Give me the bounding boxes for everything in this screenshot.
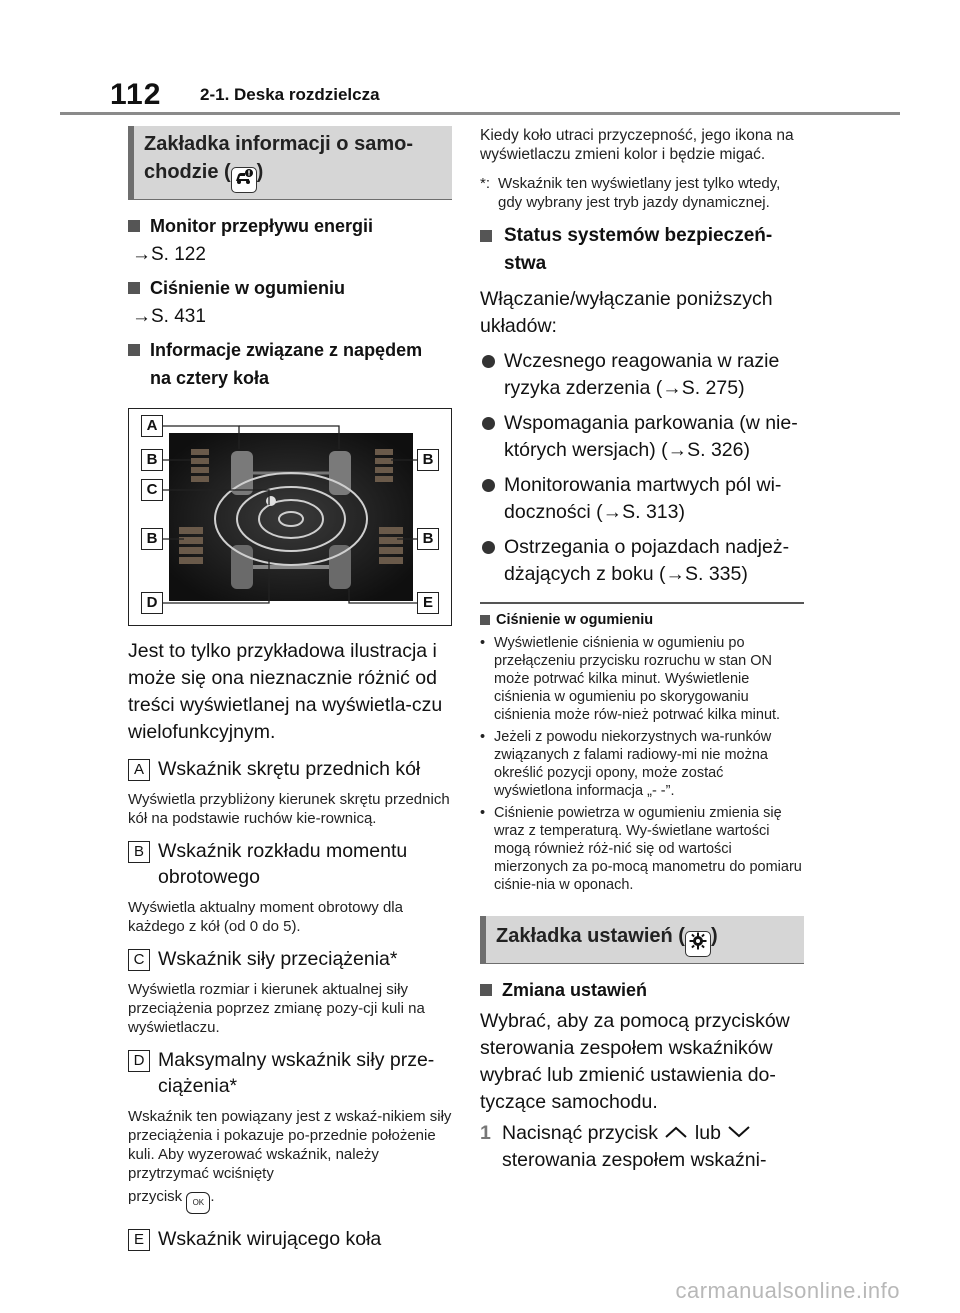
- diagram-label-b-right-top: B: [417, 449, 439, 471]
- letter-a: A: [128, 759, 150, 781]
- item-d-title-text: Maksymalny wskaźnik siły prze-ciążenia*: [158, 1049, 435, 1097]
- settings-tab-pre: Zakładka ustawień (: [496, 924, 685, 947]
- change-settings-text: Wybrać, aby za pomocą przycisków sterowania zespołem wskaźników wybrać lub zmienić ustawienia do-tyczące samochodu.: [480, 1009, 790, 1113]
- item-c-title-text: Wskaźnik siły przeciążenia*: [158, 948, 398, 970]
- footnote-text: Wskaźnik ten wyświetlany jest tylko wtedy, gdy wybrany jest tryb jazdy dynamicznej.: [498, 175, 781, 211]
- diagram-label-e: E: [417, 592, 439, 614]
- wheel-slip-text: Kiedy koło utraci przyczepność, jego ikona na wyświetlaczu zmieni kolor i będzie migać.: [480, 127, 794, 163]
- diagram-label-c: C: [141, 479, 163, 501]
- item-c-title: [128, 946, 452, 972]
- tab-title-post: ): [256, 161, 264, 183]
- safety-item-pcs: Wczesnego reagowania w razie ryzyka zderzenia (→S. 275): [480, 348, 804, 402]
- awd-heading-line2: na cztery koła: [150, 368, 270, 388]
- tab-title-line1: Zakładka informacji o samo-: [144, 133, 413, 155]
- safety-heading-line2: stwa: [504, 253, 547, 274]
- item-b-title-text: Wskaźnik rozkładu momentu obrotowego: [158, 840, 408, 888]
- energy-monitor-ref: →S. 122: [132, 244, 206, 265]
- awd-info-heading: [128, 336, 452, 392]
- step-1: [480, 1120, 804, 1174]
- tire-pressure-heading: Ciśnienie w ogumieniu: [128, 274, 452, 302]
- settings-tab-heading: [480, 916, 804, 964]
- awd-heading-line1: Informacje związane z napędem: [150, 340, 423, 360]
- item-c-desc: Wyświetla rozmiar i kierunek aktualnej siły przeciążenia poprzez zmianę pozy-cji kuli na wyświetlaczu.: [128, 981, 425, 1036]
- item-d-title: [128, 1047, 452, 1099]
- footnote: [480, 174, 804, 212]
- awd-display-illustration: [128, 408, 452, 626]
- diagram-label-a: A: [141, 415, 163, 437]
- diagram-label-b-left-top: B: [141, 449, 163, 471]
- tire-note-2: • Jeżeli z powodu niekorzystnych wa-runków związanych z falami radiowy-mi nie można określić pozycji opony, może zostać wyświetlona informacja „- -”.: [480, 728, 804, 800]
- left-column: [128, 126, 452, 1252]
- gear-icon: [685, 931, 711, 957]
- step-text-post: sterowania zespołem wskaźni-: [502, 1148, 767, 1171]
- item-a-title: [128, 756, 452, 782]
- safety-intro: Włączanie/wyłączanie poniższych układów:: [480, 288, 773, 337]
- item-b-desc: Wyświetla aktualny moment obrotowy dla każdego z kół (od 0 do 5).: [128, 899, 403, 935]
- tab-title-line2: [144, 158, 444, 193]
- step-text-mid: lub: [694, 1121, 721, 1144]
- item-e-title: [128, 1226, 452, 1252]
- illustration-note: Jest to tylko przykładowa ilustracja i może się ona nieznacznie różnić od treści wyświetlanej na wyświetla-czu wielofunkcyjnym.: [128, 640, 443, 743]
- safety-heading-line1: Status systemów bezpieczeń-: [504, 225, 773, 246]
- step-number: 1: [480, 1121, 491, 1144]
- tire-pressure-ref: →S. 431: [132, 306, 206, 327]
- safety-item-rcta: Ostrzegania o pojazdach nadjeż-dżających z boku (→S. 335): [480, 534, 804, 588]
- watermark: carmanualsonline.info: [675, 1278, 900, 1303]
- chevron-up-icon: [663, 1122, 689, 1144]
- right-column: [480, 126, 804, 1174]
- page-number: 112: [110, 78, 162, 111]
- safety-item-bsm: Monitorowania martwych pól wi-doczności (→S. 313): [480, 472, 804, 526]
- diagram-label-b-left-bottom: B: [141, 528, 163, 550]
- footnote-mark: *:: [480, 175, 491, 192]
- tire-notes-heading: Ciśnienie w ogumieniu: [480, 610, 804, 630]
- item-a-title-text: Wskaźnik skrętu przednich kół: [158, 758, 421, 780]
- item-d-desc: Wskaźnik ten powiązany jest z wskaź-nikiem siły przeciążenia i pokazuje po-przednie położenie kuli. Aby wyzerować wskaźnik, należy przytrzymać wciśnięty: [128, 1108, 452, 1182]
- letter-b: B: [128, 841, 150, 863]
- safety-item-parking: Wspomagania parkowania (w nie-których wersjach) (→S. 326): [480, 410, 804, 464]
- ok-button-pre: przycisk: [128, 1188, 183, 1205]
- ok-button-icon: OK: [186, 1192, 210, 1214]
- car-warning-icon: [231, 167, 257, 193]
- item-e-title-text: Wskaźnik wirującego koła: [158, 1228, 382, 1250]
- tab-title-pre: chodzie (: [144, 161, 231, 183]
- diagram-label-d: D: [141, 592, 163, 614]
- item-a-desc: Wyświetla przybliżony kierunek skrętu przednich kół na podstawie ruchów kie-rownicą.: [128, 791, 450, 827]
- ok-button-post: .: [210, 1188, 215, 1205]
- header-rule: [60, 112, 900, 115]
- letter-e: E: [128, 1229, 150, 1251]
- vehicle-info-tab-heading: [128, 126, 452, 200]
- letter-d: D: [128, 1050, 150, 1072]
- awd-screen: [169, 433, 413, 601]
- ok-button-line: [128, 1187, 452, 1214]
- section-title: 2-1. Deska rozdzielcza: [200, 85, 380, 104]
- change-settings-heading: Zmiana ustawień: [480, 976, 804, 1004]
- tire-note-1: • Wyświetlenie ciśnienia w ogumieniu po przełączeniu przycisku rozruchu w stan ON może potrwać kilka minut. Wyświetlenie ciśnienia w ogumieniu po skorygowaniu ciśnienia może rów-nież potrwać kilka minut.: [480, 634, 804, 724]
- energy-monitor-heading: Monitor przepływu energii: [128, 212, 452, 240]
- step-text-pre: Nacisnąć przycisk: [502, 1121, 659, 1144]
- tire-note-3: • Ciśnienie powietrza w ogumieniu zmienia się wraz z temperaturą. Wy-świetlane wartości mogą również róż-nić się od wartości mierzonych za po-mocą manometru do pomiaru ciśnie-nia w oponach.: [480, 804, 804, 894]
- safety-systems-heading: [480, 222, 804, 278]
- letter-c: C: [128, 949, 150, 971]
- chevron-down-icon: [726, 1122, 752, 1144]
- diagram-label-b-right-bottom: B: [417, 528, 439, 550]
- settings-tab-post: ): [710, 924, 718, 947]
- item-b-title: [128, 838, 452, 890]
